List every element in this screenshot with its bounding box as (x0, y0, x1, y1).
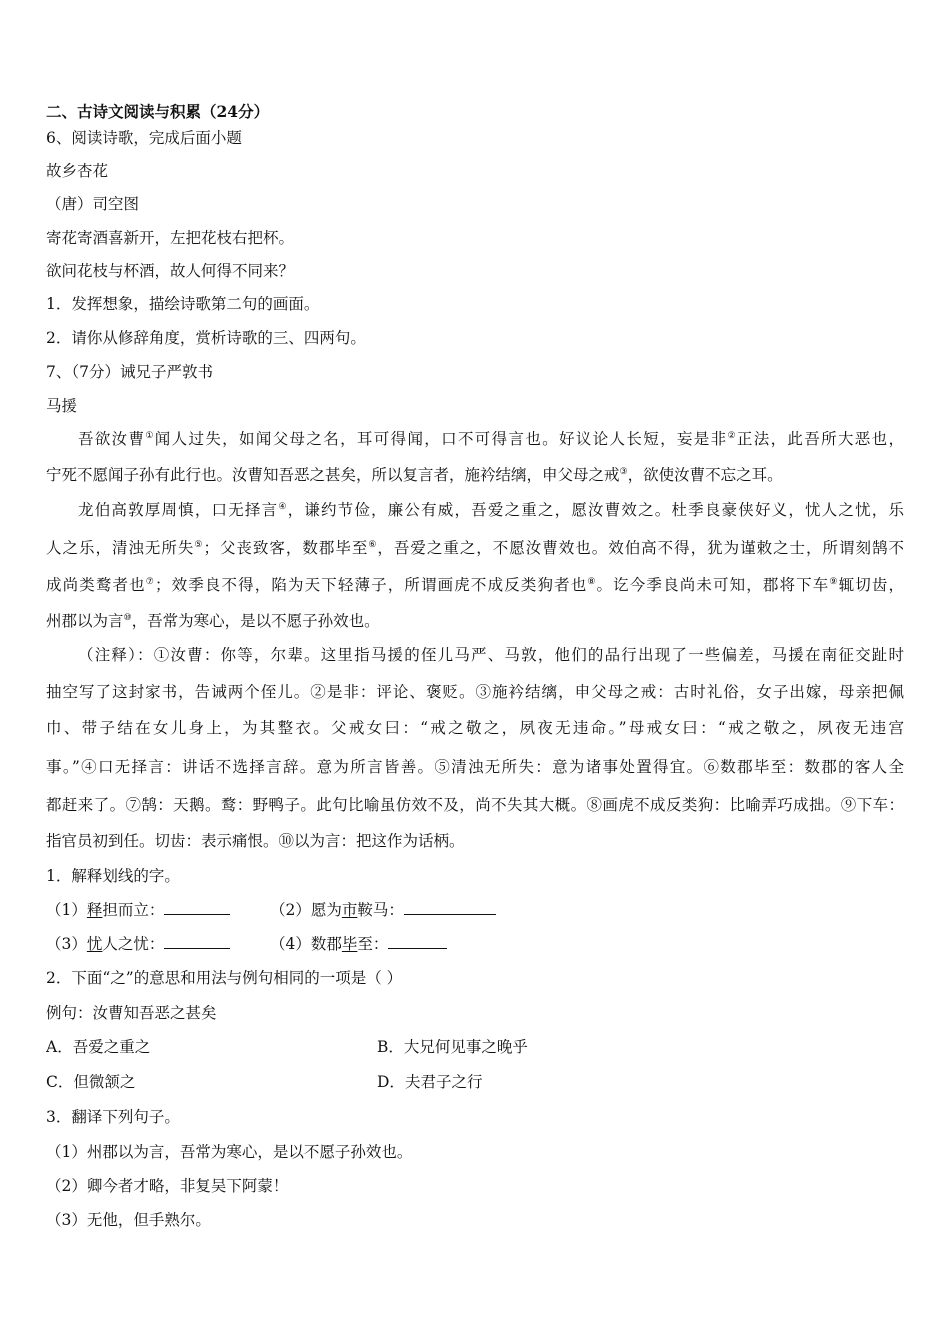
footnote-marker: ② (727, 431, 737, 441)
q7-sub-question-1: 1．解释划线的字。 (46, 867, 180, 885)
poem-title: 故乡杏花 (46, 162, 109, 180)
underlined-char: 毕 (341, 935, 358, 953)
word-item: （1）释担而立： (46, 900, 230, 920)
option-a[interactable]: A．吾爱之重之 (46, 1038, 151, 1056)
essay-author: 马援 (46, 397, 78, 415)
essay-line: 成尚类鹜者也⑦；效季良不得，陷为天下轻薄子，所谓画虎不成反类狗者也⑧。讫今季良尚未可知，郡将下车⑨辄切齿， (46, 576, 904, 594)
translation-item: （2）卿今者才略，非复吴下阿蒙！ (46, 1177, 289, 1195)
essay-line: 吾欲汝曹①闻人过失，如闻父母之名，耳可得闻，口不可得言也。好议论人长短，妄是非②正法，此吾所大恶也， (78, 430, 904, 448)
underlined-char: 释 (86, 901, 103, 919)
answer-blank[interactable] (164, 900, 230, 915)
annotation-line: 巾、带子结在女儿身上，为其整衣。父戒女曰：“戒之敬之，夙夜无违命。”母戒女曰：“戒之敬之，夙夜无违宫 (46, 719, 904, 737)
essay-line: 宁死不愿闻子孙有此行也。汝曹知吾恶之甚矣，所以复言者，施衿结缡，申父母之戒③，欲使汝曹不忘之耳。 (46, 466, 783, 484)
option-c[interactable]: C．但微颔之 (46, 1073, 136, 1091)
q6-sub-question-1: 1．发挥想象，描绘诗歌第二句的画面。 (46, 295, 320, 313)
answer-blank[interactable] (404, 900, 496, 915)
q6-sub-question-2: 2．请你从修辞角度，赏析诗歌的三、四两句。 (46, 329, 366, 347)
q7-sub-question-3: 3．翻译下列句子。 (46, 1108, 180, 1126)
example-sentence: 例句：汝曹知吾恶之甚矣 (46, 1004, 217, 1022)
footnote-marker: ③ (619, 467, 628, 477)
underlined-char: 忧 (86, 935, 103, 953)
option-d[interactable]: D．夫君子之行 (377, 1073, 483, 1091)
translation-item: （1）州郡以为言，吾常为寒心，是以不愿子孙效也。 (46, 1143, 413, 1161)
essay-line: 州郡以为言⑩，吾常为寒心，是以不愿子孙效也。 (46, 612, 380, 630)
footnote-marker: ⑧ (587, 577, 597, 587)
footnote-marker: ④ (278, 502, 288, 512)
footnote-marker: ⑥ (368, 540, 378, 550)
answer-blank[interactable] (164, 934, 230, 949)
q7-intro: 7、（7分）诫兄子严敦书 (46, 363, 213, 381)
poem-author: （唐）司空图 (46, 195, 140, 213)
section-title: 二、古诗文阅读与积累（24分） (46, 102, 270, 121)
footnote-marker: ⑦ (145, 577, 155, 587)
q7-sub-question-2: 2．下面“之”的意思和用法与例句相同的一项是（ ） (46, 969, 403, 987)
footnote-marker: ⑩ (123, 613, 132, 623)
annotation-line: 都赶来了。⑦鹄：天鹅。鹜：野鸭子。此句比喻虽仿效不及，尚不失其大概。⑧画虎不成反类狗：比喻弄巧成拙。⑨下车： (46, 796, 904, 814)
footnote-marker: ⑤ (194, 540, 204, 550)
word-item: （2）愿为市鞍马： (270, 900, 496, 920)
poem-line-2: 欲问花枝与杯酒，故人何得不同来？ (46, 262, 295, 280)
answer-blank[interactable] (388, 934, 447, 949)
poem-line-1: 寄花寄酒喜新开，左把花枝右把杯。 (46, 229, 295, 247)
option-b[interactable]: B．大兄何见事之晚乎 (377, 1038, 528, 1056)
annotation-line: （注释）：①汝曹：你等，尔辈。这里指马援的侄儿马严、马敦，他们的品行出现了一些偏差，马援在南征交趾时 (78, 646, 904, 664)
annotation-line: 抽空写了这封家书，告诫两个侄儿。②是非：评论、褒贬。③施衿结缡，申父母之戒：古时礼俗，女子出嫁，母亲把佩 (46, 683, 904, 701)
q6-intro: 6、阅读诗歌，完成后面小题 (46, 129, 242, 147)
underlined-char: 市 (341, 901, 358, 919)
word-item: （4）数郡毕至： (270, 934, 447, 954)
annotation-line: 指官员初到任。切齿：表示痛恨。⑩以为言：把这作为话柄。 (46, 832, 465, 850)
translation-item: （3）无他，但手熟尔。 (46, 1211, 211, 1229)
essay-line: 龙伯高敦厚周慎，口无择言④，谦约节俭，廉公有威，吾爱之重之，愿汝曹效之。杜季良豪侠好义，忧人之忧，乐 (78, 501, 904, 519)
essay-line: 人之乐，清浊无所失⑤；父丧致客，数郡毕至⑥，吾爱之重之，不愿汝曹效也。效伯高不得，犹为谨敕之士，所谓刻鹄不 (46, 539, 904, 557)
footnote-marker: ⑨ (829, 577, 839, 587)
word-item: （3）忧人之忧： (46, 934, 230, 954)
annotation-line: 事。”④口无择言：讲话不选择言辞。意为所言皆善。⑤清浊无所失：意为诸事处置得宜。⑥数郡毕至：数郡的客人全 (46, 758, 904, 776)
footnote-marker: ① (145, 431, 155, 441)
